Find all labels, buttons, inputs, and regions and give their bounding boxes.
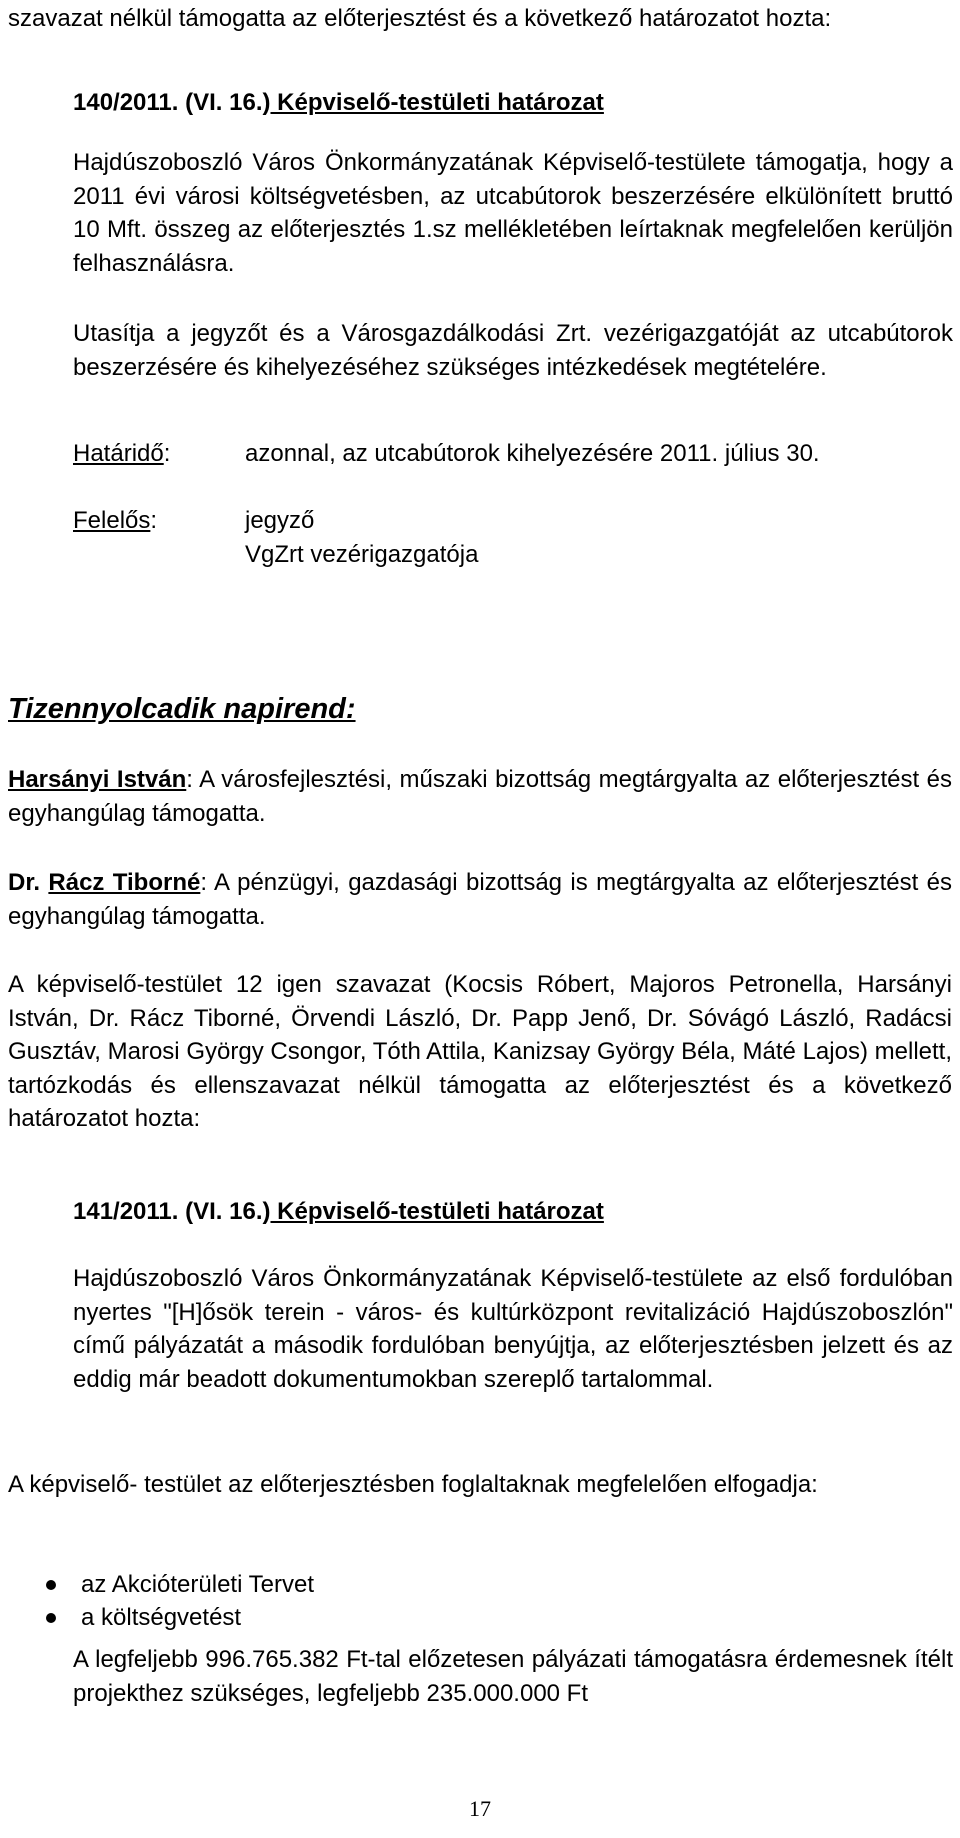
resolution-140-title: Képviselő-testületi határozat — [270, 89, 604, 116]
resolution-141-number: 141/2011. (VI. 16.) — [73, 1198, 271, 1225]
bullet-icon — [46, 1613, 56, 1623]
resolution-140-number: 140/2011. (VI. 16.) — [73, 89, 271, 116]
resolution-141-body: Hajdúszoboszló Város Önkormányzatának Képviselő-testülete az első fordulóban nyertes "[H]ősök terein - város- és kultúrközpont revitalizáció Hajdúszoboszlón" című pályázatát a második fordulóban benyújtja, az előterjesztésben jelzett és az eddig már beadott dokumentumokban szereplő tartalommal. — [73, 1265, 953, 1393]
agenda-heading: Tizennyolcadik napirend: — [8, 693, 356, 725]
intro-paragraph: szavazat nélkül támogatta az előterjesztést és a következő határozatot hozta: — [8, 5, 832, 32]
vote-paragraph: A képviselő-testület 12 igen szavazat (Kocsis Róbert, Majoros Petronella, Harsányi István, Dr. Rácz Tiborné, Örvendi László, Dr. Papp Jenő, Dr. Sóvágó László, Radácsi Gusztáv, Marosi György Csongor, Tóth Attila, Kanizsay György Béla, Máté Lajos) mellett, tartózkodás és ellenszavazat nélkül támogatta az előterjesztést és a következő határozatot hozta: — [8, 971, 952, 1132]
accepts-paragraph: A képviselő- testület az előterjesztésben foglaltaknak megfelelően elfogadja: — [8, 1471, 818, 1498]
responsible-value-1: jegyző — [245, 507, 315, 534]
speaker-harsanyi: Harsányi István — [8, 766, 187, 793]
responsible-label: Felelős: — [73, 507, 158, 534]
resolution-140-heading — [73, 86, 953, 120]
bullet-icon — [46, 1580, 56, 1590]
racz-paragraph: Dr. Rácz Tiborné: A pénzügyi, gazdasági bizottság is megtárgyalta az előterjesztést és egyhangúlag támogatta. — [8, 869, 953, 930]
resolution-141-title: Képviselő-testületi határozat — [270, 1198, 604, 1225]
resolution-140-instruction: Utasítja a jegyzőt és a Városgazdálkodási Zrt. vezérigazgatóját az utcabútorok beszerzésére és kihelyezéséhez szükséges intézkedések megtételére. — [73, 320, 953, 381]
deadline-value: azonnal, az utcabútorok kihelyezésére 2011. július 30. — [245, 440, 820, 467]
resolution-141-heading — [73, 1195, 953, 1229]
speaker-racz: Rácz Tiborné — [48, 869, 201, 896]
document-page: szavazat nélkül támogatta az előterjesztést és a következő határozatot hozta: 140/2011. (VI. 16.) Képviselő-testületi határozat Hajdúszoboszló Város Önkormányzatának Képviselő-testülete támogatja, hogy a 2011 évi városi költségvetésben, az utcabútorok beszerzésére elkülönített bruttó 10 Mft. összeg az előterjesztés 1.sz mellékletében leírtaknak megfelelően kerüljön felhasználásra. Utasítja a jegyzőt és a Városgazdálkodási Zrt. vezérigazgatóját az utcabútorok beszerzésére és kihelyezéséhez szükséges intézkedések megtételére. Határidő: azonnal, az utcabútorok kihelyezésére 2011. július 30. Felelős: jegyző VgZrt vezérigazgatója Tizennyolcadik napirend: Harsányi István: A városfejlesztési, műszaki bizottság megtárgyalta az előterjesztést és egyhangúlag támogatta. Dr. Rácz Tiborné: A pénzügyi, gazdasági bizottság is megtárgyalta az előterjesztést és egyhangúlag támogatta. A képviselő-testület 12 igen szavazat (Kocsis Róbert, Majoros Petronella, Harsányi István, Dr. Rácz Tiborné, Örvendi László, Dr. Papp Jenő, Dr. Sóvágó László, Radácsi Gusztáv, Marosi György Csongor, Tóth Attila, Kanizsay György Béla, Máté Lajos) mellett, tartózkodás és ellenszavazat nélkül támogatta az előterjesztést és a következő határozatot hozta: 141/2011. (VI. 16.) Képviselő-testületi határozat Hajdúszoboszló Város Önkormányzatának Képviselő-testülete az első fordulóban nyertes "[H]ősök terein - város- és kultúrközpont revitalizáció Hajdúszoboszlón" című pályázatát a második fordulóban benyújtja, az előterjesztésben jelzett és az eddig már beadott dokumentumokban szereplő tartalommal. A képviselő- testület az előterjesztésben foglaltaknak megfelelően elfogadja: az Akcióterületi Tervet a költségvetést A legfeljebb 996.765.382 Ft-tal előzetesen pályázati támogatásra érdemesnek ítélt projekthez szükséges, legfeljebb 235.000.000 Ft 17 — [0, 0, 960, 1838]
harsanyi-paragraph: Harsányi István: A városfejlesztési, műszaki bizottság megtárgyalta az előterjesztést és egyhangúlag támogatta. — [8, 766, 952, 827]
resolution-140-body: Hajdúszoboszló Város Önkormányzatának Képviselő-testülete támogatja, hogy a 2011 évi városi költségvetésben, az utcabútorok beszerzésére elkülönített bruttó 10 Mft. összeg az előterjesztés 1.sz mellékletében leírtaknak megfelelően kerüljön felhasználásra. — [73, 149, 953, 277]
page-number: 17 — [469, 1796, 491, 1821]
deadline-label: Határidő: — [73, 440, 171, 467]
responsible-value-2: VgZrt vezérigazgatója — [245, 541, 479, 568]
final-paragraph: A legfeljebb 996.765.382 Ft-tal előzetesen pályázati támogatásra érdemesnek ítélt projekthez szükséges, legfeljebb 235.000.000 Ft — [73, 1646, 953, 1707]
